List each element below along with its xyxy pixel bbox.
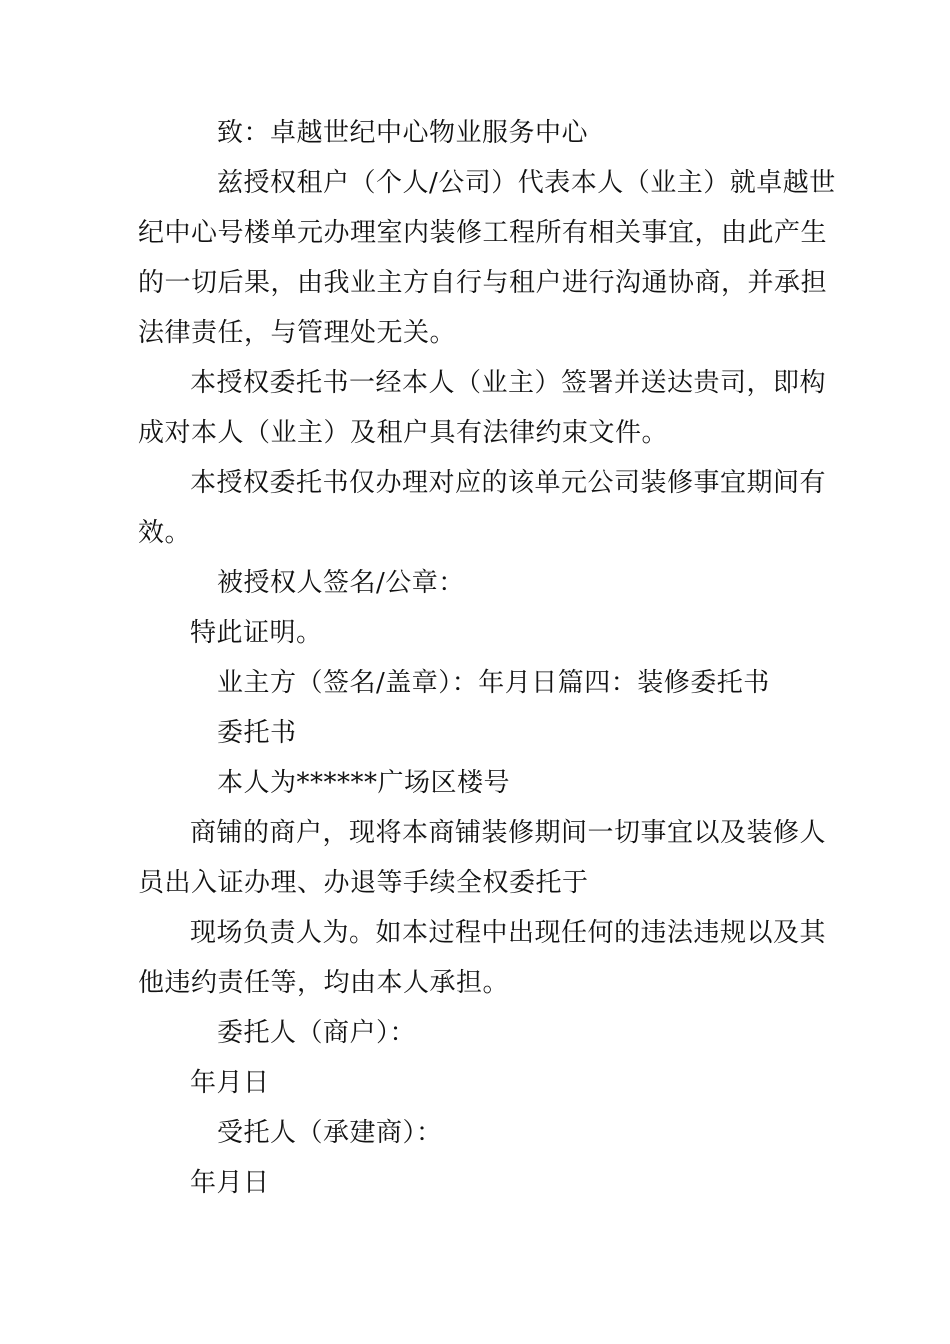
paragraph-line: 兹授权租户（个人/公司）代表本人（业主）就卓越世 [217, 168, 836, 198]
paragraph-line: 效。 [138, 518, 192, 548]
paragraph-line: 成对本人（业主）及租户具有法律约束文件。 [138, 418, 669, 448]
section-title: 委托书 [217, 718, 297, 748]
signature-line: 受托人（承建商）： [217, 1118, 443, 1148]
paragraph-line: 员出入证办理、办退等手续全权委托于 [138, 868, 589, 898]
date-line: 年月日 [190, 1068, 270, 1098]
paragraph-line: 特此证明。 [190, 618, 323, 648]
paragraph-line: 本授权委托书一经本人（业主）签署并送达贵司，即构 [190, 368, 827, 398]
addressee-line: 致：卓越世纪中心物业服务中心 [217, 118, 589, 148]
signature-line: 被授权人签名/公章： [217, 568, 465, 598]
paragraph-line: 现场负责人为。如本过程中出现任何的违法违规以及其 [190, 918, 827, 948]
paragraph-line: 法律责任，与管理处无关。 [138, 318, 457, 348]
paragraph-line: 本授权委托书仅办理对应的该单元公司装修事宜期间有 [190, 468, 827, 498]
paragraph-line: 商铺的商户，现将本商铺装修期间一切事宜以及装修人 [190, 818, 827, 848]
signature-line: 业主方（签名/盖章）：年月日篇四：装修委托书 [217, 668, 770, 698]
paragraph-line: 的一切后果，由我业主方自行与租户进行沟通协商，并承担 [138, 268, 828, 298]
date-line: 年月日 [190, 1168, 270, 1198]
paragraph-line: 本人为******广场区楼号 [217, 768, 511, 798]
paragraph-line: 纪中心号楼单元办理室内装修工程所有相关事宜，由此产生 [138, 218, 828, 248]
paragraph-line: 他违约责任等，均由本人承担。 [138, 968, 510, 998]
signature-line: 委托人（商户）： [217, 1018, 417, 1048]
